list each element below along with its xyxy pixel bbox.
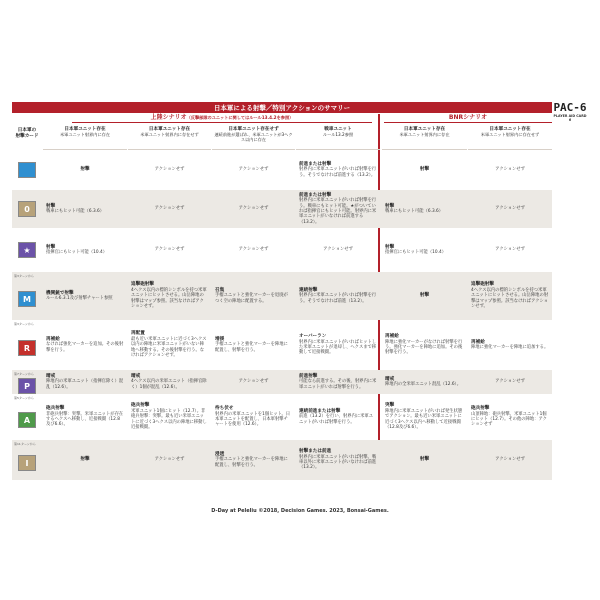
- table-cell: [382, 228, 467, 272]
- cell-description: 最も近い米軍ユニットに近づく3ヘクス以内の陣地に米軍ユニットがいない陣地へ移動する。その後射撃を行う。なければアクションせず。: [131, 336, 207, 359]
- table-cell: [296, 190, 380, 228]
- cell-description: 指揮官にもヒット可能（10.4）: [385, 250, 446, 255]
- cell-description: アクションせず: [154, 167, 185, 173]
- cell-description: 射界内に米軍ユニットがいれば射撃を行う。そうでなければ前進（13.2）。: [299, 293, 377, 304]
- table-row: [12, 228, 552, 272]
- cell-description: アクションせず: [495, 167, 525, 173]
- table-row: [12, 394, 552, 440]
- table-cell: [212, 320, 295, 370]
- table-cell: [43, 394, 127, 440]
- cell-description: 射界内に米軍ユニットがいればヒットした米軍ユニットが退却し、ヘクスまで移動して近接戦闘。: [299, 339, 377, 356]
- cell-description: アクションせず: [495, 206, 525, 212]
- table-cell: [128, 320, 211, 370]
- cell-description: 手榴ユニットと強化マーカーを退廃がつく空の陣地に配置する。: [215, 293, 288, 304]
- column-header-1: [43, 124, 127, 150]
- cell-description: 射界内に米軍ユニットがいれば射撃を行う。戦車にもヒット可能。★がついていれば指揮官にもヒット可能。射界内に米軍ユニットがいなければ前進する（13.2）。: [299, 198, 377, 225]
- cell-description: なければ強化マーカーを追加。その後射撃を行う。: [46, 342, 124, 353]
- column-subtitle: 米軍ユニット射界内に存在せず: [140, 132, 199, 138]
- cell-description: 手榴ユニットと強化マーカーを陣地に配置し、射撃を行う。: [215, 342, 288, 353]
- table-cell: [382, 394, 467, 440]
- cell-title: 砲兵射撃: [46, 406, 65, 412]
- cell-title: 射撃: [419, 293, 430, 299]
- landing-section-note: （反撃部隊のユニットに関してはルール13.4.2を参照）: [186, 115, 294, 120]
- letter-i-icon: I: [18, 455, 36, 471]
- table-cell: [212, 440, 295, 480]
- cell-description: 指揮官にもヒット可能（10.4）: [46, 250, 107, 255]
- row-card-label: [12, 190, 42, 228]
- cell-title: 射撃または前進: [299, 449, 332, 455]
- table-row: [12, 150, 552, 190]
- turn-prefix: 第3ターンから: [14, 274, 34, 278]
- cell-title: 射撃: [419, 167, 430, 173]
- row-card-label: [12, 370, 42, 394]
- cell-description: 陣地内に米軍ユニットがいれば発生状態でアクション。最も近い米軍ユニットに近づく3ヘクス以内へ移動して近接戦闘（12.8及び6.6）。: [385, 408, 463, 431]
- table-cell: [296, 320, 380, 370]
- column-header-2: [128, 124, 211, 150]
- blank-icon: [18, 162, 36, 178]
- letter-r-icon: R: [18, 340, 36, 356]
- cell-description: 非砲兵射撃：突撃。米軍ユニットが存在するヘクスへ移動し、近接戦闘（12.8及び6.6）。: [46, 411, 124, 428]
- cell-title: オーバーラン: [299, 334, 327, 340]
- table-cell: [382, 370, 467, 394]
- table-cell: [382, 320, 467, 370]
- cell-title: 再配置: [131, 331, 145, 337]
- table-cell: [128, 228, 211, 272]
- turn-prefix: 第11ターンから: [14, 442, 36, 446]
- table-cell: [296, 370, 380, 394]
- cell-title: 再補給: [46, 336, 60, 342]
- table-cell: [43, 228, 127, 272]
- cell-title: 前進射撃: [299, 373, 318, 379]
- turn-prefix: 第3ターンから: [14, 322, 34, 326]
- cell-description: 陣地に強化マーカーを陣地に追加する。: [471, 345, 549, 350]
- table-cell: [468, 370, 552, 394]
- table-cell: [43, 190, 127, 228]
- column-header-6: [468, 124, 552, 150]
- cell-title: 晴戒: [131, 373, 141, 379]
- turn-prefix: 第5ターンから: [14, 396, 34, 400]
- row-card-label: [12, 272, 42, 320]
- table-row: [12, 190, 552, 228]
- cell-title: 射撃: [80, 167, 90, 173]
- cell-description: 前進（13.2）を行い、射界内に米軍ユニットがいれば射撃を行う。: [299, 414, 374, 425]
- cell-description: 4ヘクス以内の米軍ユニット（指揮官除く）1個が混乱（12.6）。: [131, 379, 207, 390]
- row-card-label: [12, 440, 42, 480]
- column-subtitle: ルール13.2参照: [322, 132, 354, 138]
- table-row: [12, 320, 552, 370]
- column-subtitle: 連続前進が選ばれ、米軍ユニットが3ヘクス以内に存在: [214, 132, 293, 143]
- cell-description: アクションせず: [154, 247, 185, 253]
- cell-description: 戦車にもヒット可能（6.3.6）: [385, 209, 444, 214]
- table-cell: [128, 190, 211, 228]
- cell-description: アクションせず: [238, 167, 269, 173]
- table-cell: [468, 272, 552, 320]
- column-title: 日本軍ユニット存在: [148, 127, 191, 132]
- table-cell: [128, 370, 211, 394]
- table-cell: [296, 272, 380, 320]
- table-row: [12, 370, 552, 394]
- cell-title: 射撃: [80, 457, 90, 463]
- table-cell: [468, 320, 552, 370]
- cell-title: 砲兵射撃: [131, 403, 150, 409]
- column-title: 日本軍ユニット存在: [489, 127, 531, 132]
- cell-title: 晴戒: [385, 376, 395, 382]
- cell-title: 追撃砲射撃: [471, 282, 494, 288]
- side-header: 日本軍の 射撃カード: [15, 128, 39, 139]
- column-subtitle: 米軍ユニット射界内に存在せず: [480, 132, 540, 138]
- cell-description: アクションせず: [495, 379, 525, 385]
- cell-title: 連続前進または射撃: [299, 408, 341, 414]
- column-header-4: [296, 124, 380, 150]
- cell-title: 突撃: [385, 403, 395, 409]
- letter-a-icon: A: [18, 412, 36, 428]
- cell-title: 増援: [215, 336, 225, 342]
- cell-title: 射撃: [46, 203, 56, 209]
- row-card-label: [12, 228, 42, 272]
- landing-section-header: [72, 114, 372, 123]
- cell-description: 手榴ユニットと強化マーカーを陣地に配置し、射撃を行う。: [215, 457, 288, 468]
- cell-description: アクションせず: [495, 247, 525, 253]
- cell-title: 機関銃で射撃: [46, 290, 74, 296]
- table-cell: [296, 150, 380, 190]
- cell-title: 連続射撃: [299, 287, 318, 293]
- column-title: 戦車ユニット: [324, 127, 352, 132]
- landing-section-title: 上陸シナリオ: [150, 114, 187, 121]
- column-header-3: [212, 124, 295, 150]
- cell-description: ルール6.3.1及び射撃チャート参照: [46, 296, 113, 301]
- cell-description: 山頂陣地：砲兵射撃。米軍ユニット1個にヒット（12.7）。その他の陣地：アクションせず: [471, 411, 547, 428]
- cell-description: 可能なら前進する。その後、射界内に米軍ユニットがいれば射撃を行う。: [299, 379, 377, 390]
- table-cell: [468, 190, 552, 228]
- table-cell: [468, 440, 552, 480]
- table-cell: [212, 370, 295, 394]
- column-subtitle: 米軍ユニット射界内に存在: [59, 132, 111, 138]
- table-cell: [43, 272, 127, 320]
- row-card-label: [12, 320, 42, 370]
- cell-description: 陣地に強化マーカーがなければ射撃を行う。強化マーカーを陣地に追加。その後射撃を行う。: [385, 339, 463, 356]
- card-code-block: [553, 102, 587, 122]
- cell-description: 射界内の米軍ユニットを1個ヒット。日本軍ユニットを配置し、日本軍射撃チャートを使用（12.6）。: [215, 411, 291, 428]
- cell-description: アクションせず: [154, 457, 185, 463]
- turn-prefix: 第7ターンから: [14, 372, 34, 376]
- cell-title: 射撃: [46, 244, 56, 250]
- cell-description: 4ヘクス以内の標的シンボルを持つ米軍ユニットにヒットさせる。山岳陣地の射撃はマップ参照。該当なければアクションせず。: [131, 287, 207, 310]
- cell-title: 前進または射撃: [299, 192, 332, 198]
- table-cell: [296, 394, 380, 440]
- table-cell: [468, 394, 552, 440]
- cell-description: アクションせず: [238, 247, 269, 253]
- cell-description: 陣地内の米軍ユニット（指揮官除く）混乱（12.6）。: [46, 379, 124, 390]
- table-cell: [296, 228, 380, 272]
- copyright-footer: D-Day at Peleliu ©2018, Decision Games. 2023, Bonsai-Games.: [211, 508, 389, 514]
- column-title: 日本軍ユニット存在: [403, 127, 446, 132]
- cell-description: 米軍ユニット1個にヒット（12.7）。非砲兵射撃：突撃。最も近い米軍ユニットに近づく3ヘクス以内の陣地に移動し近接戦闘。: [131, 408, 207, 431]
- table-cell: [468, 150, 552, 190]
- letter-m-icon: M: [18, 291, 36, 307]
- table-cell: [128, 440, 211, 480]
- card-code: PAC-6: [553, 101, 587, 114]
- cell-description: アクションせず: [238, 379, 269, 385]
- column-title: 日本軍ユニット存在せず: [228, 127, 279, 132]
- table-cell: [212, 190, 295, 228]
- cell-title: 射撃: [419, 457, 430, 463]
- table-cell: [128, 394, 211, 440]
- cell-description: 射界内に米軍ユニットがいれば射撃。戦車以外に米軍ユニットがいなければ前進（13.2）。: [299, 454, 377, 471]
- column-title: 日本軍ユニット存在: [64, 127, 106, 132]
- cell-title: 再補給: [471, 339, 485, 345]
- table-cell: [382, 272, 467, 320]
- cell-title: 晴戒: [46, 373, 56, 379]
- cell-title: 砲兵射撃: [471, 406, 490, 412]
- table-cell: [382, 440, 467, 480]
- cell-title: 再補給: [385, 334, 399, 340]
- cell-description: アクションせず: [323, 247, 353, 253]
- cell-description: 陣地内の全米軍ユニット混乱（12.6）。: [385, 382, 461, 387]
- cell-description: アクションせず: [154, 206, 185, 212]
- column-subtitle: 米軍ユニット射界内に存在: [399, 132, 450, 138]
- table-cell: [43, 320, 127, 370]
- table-cell: [212, 228, 295, 272]
- cell-description: アクションせず: [495, 457, 525, 463]
- letter-p-icon: P: [18, 378, 36, 394]
- cell-title: 待ち伏せ: [215, 406, 234, 412]
- cell-description: 射界内に米軍ユニットがいれば射撃を行う。そうでなければ前進する（13.2）。: [299, 167, 377, 178]
- cell-title: 召集: [215, 287, 225, 293]
- table-cell: [128, 150, 211, 190]
- table-cell: [468, 228, 552, 272]
- cell-description: 戦車にもヒット可能（6.3.6）: [46, 209, 105, 214]
- table-cell: [212, 272, 295, 320]
- bnr-section-title: BNRシナリオ: [448, 114, 488, 121]
- star-icon: ★: [18, 242, 36, 258]
- row-card-label: [12, 394, 42, 440]
- card-title: 日本軍による射撃／特別アクションのサマリー: [12, 102, 552, 113]
- table-row: [12, 272, 552, 320]
- cell-description: アクションせず: [238, 206, 269, 212]
- table-cell: [43, 370, 127, 394]
- card-subcode: PLAYER AID CARD 6: [553, 114, 587, 122]
- table-cell: [212, 150, 295, 190]
- table-cell: [212, 394, 295, 440]
- bnr-section-header: [384, 114, 552, 123]
- row-card-label: [12, 150, 42, 190]
- table-cell: [43, 440, 127, 480]
- table-cell: [296, 440, 380, 480]
- table-cell: [128, 272, 211, 320]
- table-cell: [382, 190, 467, 228]
- cell-title: 射撃: [385, 203, 395, 209]
- zero-icon: 0: [18, 201, 36, 217]
- player-aid-card: [12, 102, 588, 520]
- cell-description: 4ヘクス以内の標的シンボルを持つ米軍ユニットにヒットさせる。山岳陣地の射撃はマップ参照。該当なければアクションせず。: [471, 287, 549, 310]
- table-cell: [382, 150, 467, 190]
- column-header-5: [382, 124, 467, 150]
- cell-title: 前進または射撃: [299, 161, 332, 167]
- table-cell: [43, 150, 127, 190]
- cell-title: 浸透: [215, 451, 225, 457]
- cell-title: 追撃砲射撃: [131, 282, 154, 288]
- table-row: [12, 440, 552, 480]
- cell-title: 射撃: [385, 244, 395, 250]
